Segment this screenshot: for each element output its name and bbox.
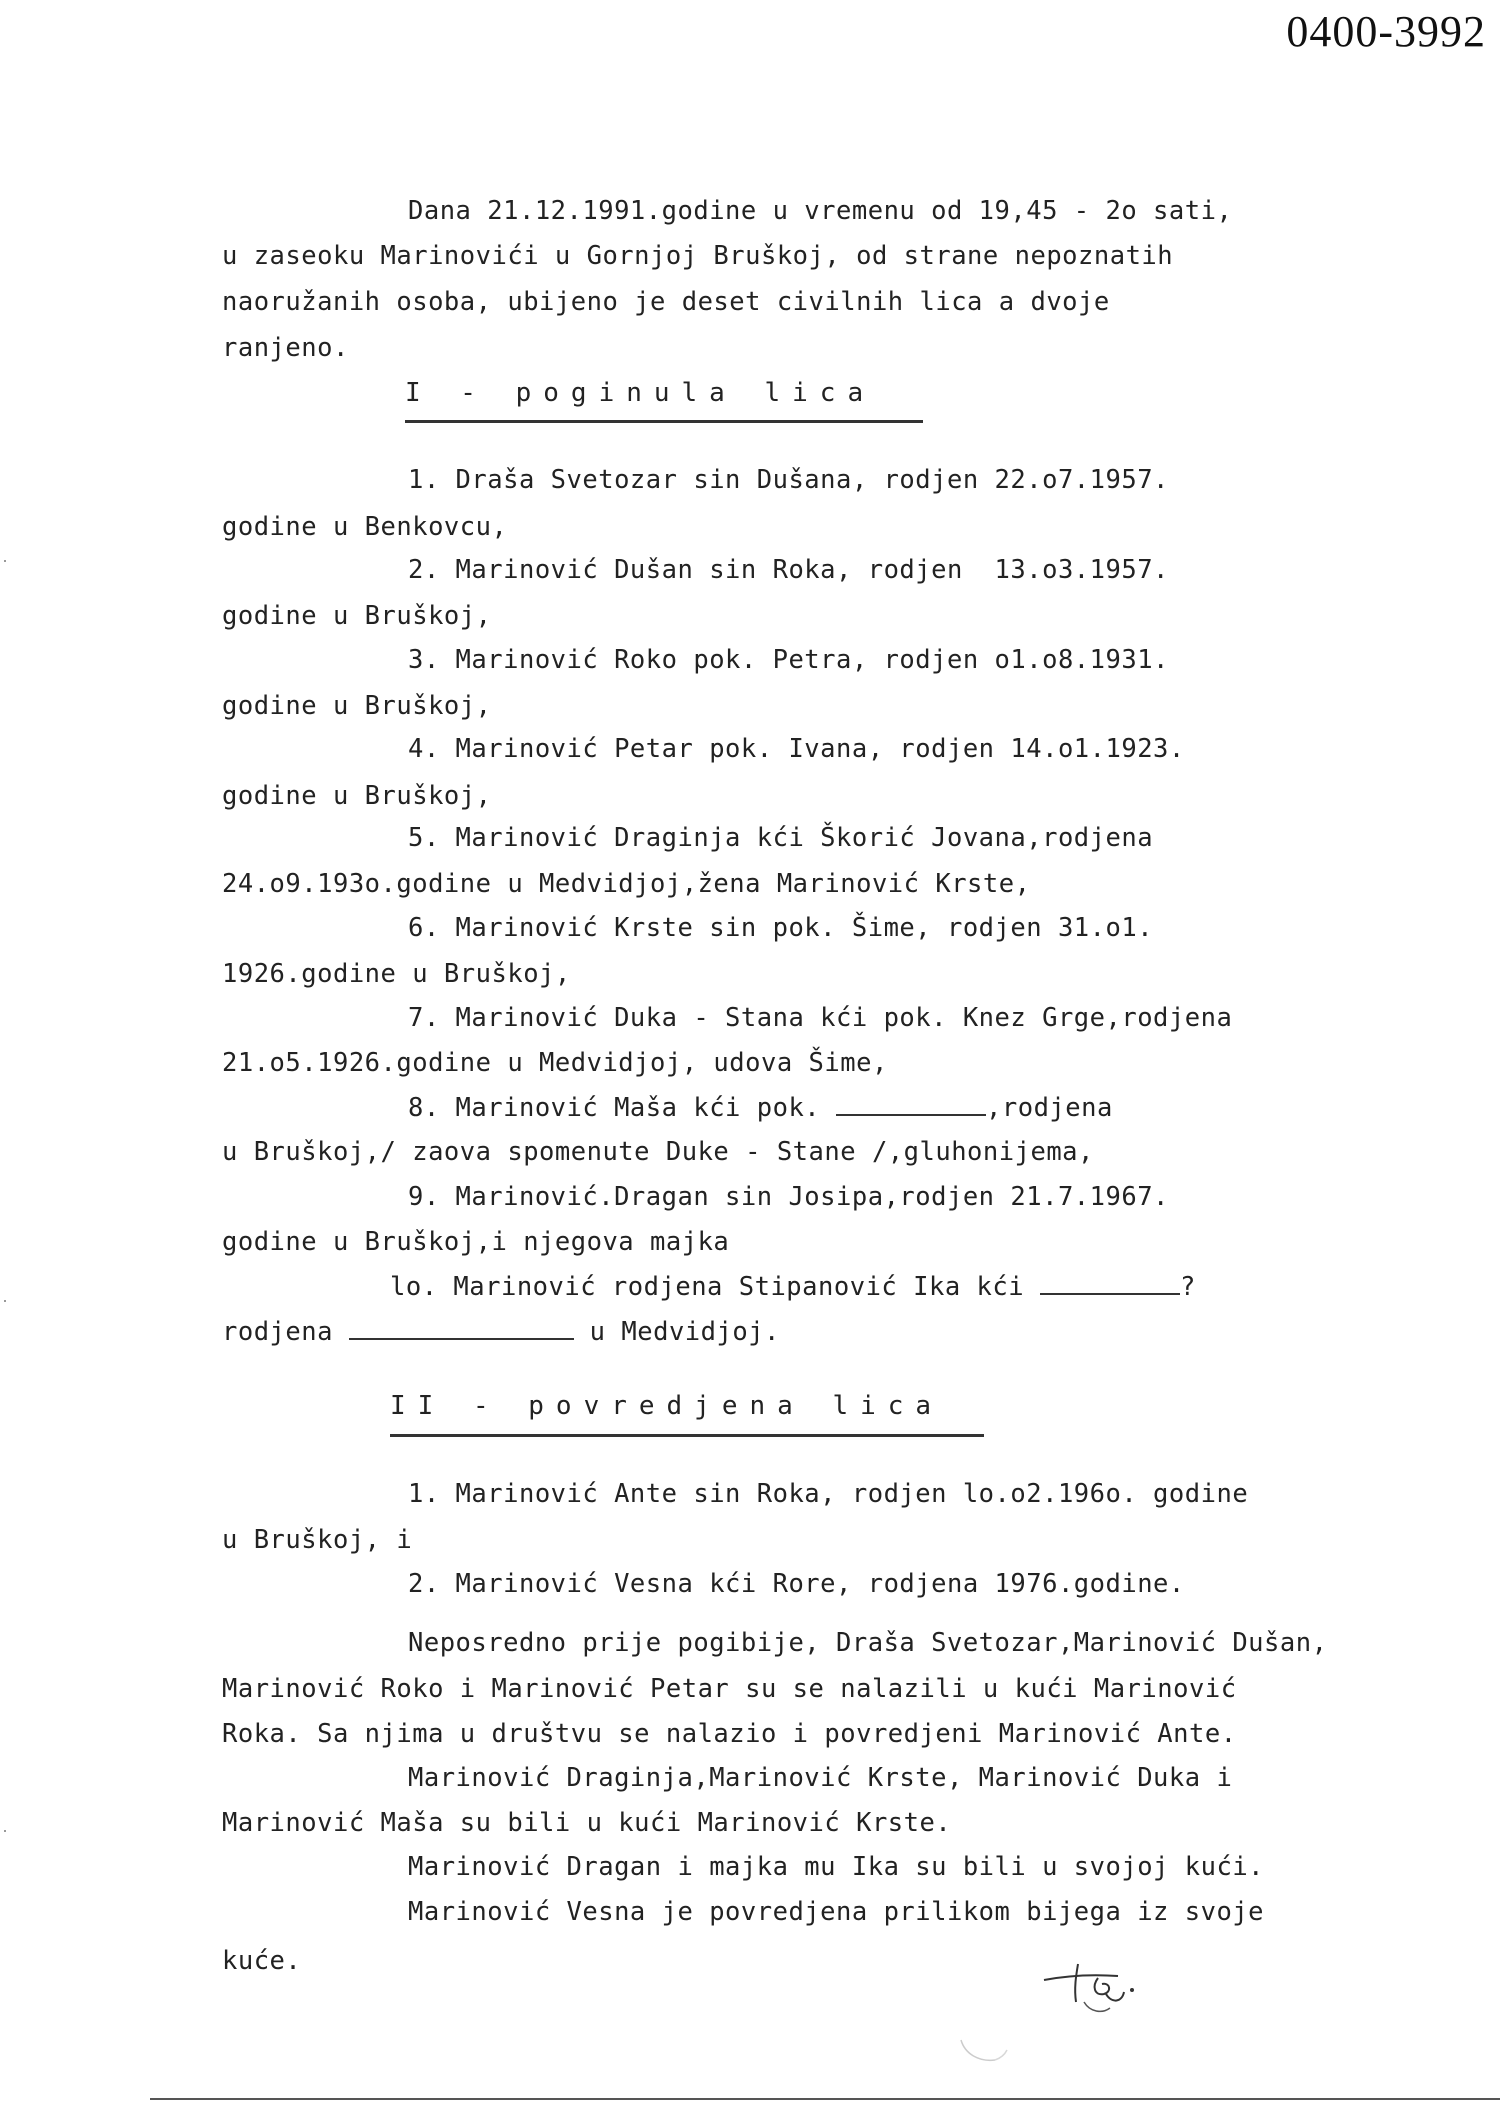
blank-field bbox=[349, 1316, 574, 1340]
scan-speck bbox=[4, 1830, 6, 1832]
intro-line: naoružanih osoba, ubijeno je deset civilnih lica a dvoje bbox=[222, 287, 1110, 317]
list-item-continuation: godine u Benkovcu, bbox=[222, 512, 508, 542]
list-item: 3. Marinović Roko pok. Petra, rodjen o1.o8.1931. bbox=[408, 645, 1169, 675]
intro-line: Dana 21.12.1991.godine u vremenu od 19,45 - 2o sati, bbox=[408, 196, 1233, 226]
list-item: 7. Marinović Duka - Stana kći pok. Knez Grge,rodjena bbox=[408, 1003, 1233, 1033]
list-item: 2. Marinović Dušan sin Roka, rodjen 13.o3.1957. bbox=[408, 555, 1169, 585]
list-item-continuation: godine u Bruškoj, bbox=[222, 601, 492, 631]
list-item-text: u Medvidjoj. bbox=[573, 1317, 780, 1347]
list-item: 2. Marinović Vesna kći Rore, rodjena 1976.godine. bbox=[408, 1569, 1185, 1599]
narrative-line: Marinović Vesna je povredjena prilikom bijega iz svoje bbox=[408, 1897, 1265, 1927]
list-item bbox=[390, 1271, 1196, 1302]
list-item-continuation: 24.o9.193o.godine u Medvidjoj,žena Marinović Krste, bbox=[222, 869, 1031, 899]
list-item: 9. Marinović.Dragan sin Josipa,rodjen 21.7.1967. bbox=[408, 1182, 1169, 1212]
list-item-continuation: u Bruškoj,/ zaova spomenute Duke - Stane /,gluhonijema, bbox=[222, 1137, 1094, 1167]
list-item-text: ,rodjena bbox=[986, 1093, 1113, 1123]
list-item-continuation: godine u Bruškoj,i njegova majka bbox=[222, 1227, 730, 1257]
heading-underline bbox=[390, 1434, 984, 1437]
intro-line: u zaseoku Marinovići u Gornjoj Bruškoj, od strane nepoznatih bbox=[222, 241, 1174, 271]
narrative-line: Neposredno prije pogibije, Draša Svetozar,Marinović Dušan, bbox=[408, 1628, 1328, 1658]
blank-field bbox=[1040, 1271, 1180, 1295]
scan-speck bbox=[4, 1300, 6, 1302]
list-item-text: 8. Marinović Maša kći pok. bbox=[408, 1093, 837, 1123]
scan-speck bbox=[4, 560, 6, 562]
list-item-continuation: u Bruškoj, i bbox=[222, 1525, 413, 1555]
narrative-line: kuće. bbox=[222, 1946, 302, 1976]
faint-stamp-mark bbox=[955, 2030, 1015, 2070]
list-item: 4. Marinović Petar pok. Ivana, rodjen 14.o1.1923. bbox=[408, 734, 1185, 764]
narrative-line: Marinović Roko i Marinović Petar su se nalazili u kući Marinović bbox=[222, 1674, 1237, 1704]
section-heading-killed: I - poginula lica bbox=[405, 378, 876, 408]
list-item: 6. Marinović Krste sin pok. Šime, rodjen 31.o1. bbox=[408, 913, 1154, 943]
list-item-text: rodjena bbox=[222, 1317, 349, 1347]
list-item-continuation: 1926.godine u Bruškoj, bbox=[222, 959, 571, 989]
narrative-line: Marinović Maša su bili u kući Marinović Krste. bbox=[222, 1808, 952, 1838]
list-item: 5. Marinović Draginja kći Škorić Jovana,rodjena bbox=[408, 823, 1154, 853]
list-item-text: lo. Marinović rodjena Stipanović Ika kći bbox=[390, 1272, 1040, 1302]
blank-field bbox=[836, 1092, 986, 1116]
page-bottom-edge bbox=[150, 2098, 1500, 2100]
intro-line: ranjeno. bbox=[222, 333, 349, 363]
list-item-continuation bbox=[222, 1316, 780, 1347]
list-item-continuation: godine u Bruškoj, bbox=[222, 691, 492, 721]
narrative-line: Marinović Draginja,Marinović Krste, Marinović Duka i bbox=[408, 1763, 1233, 1793]
list-item-text: ? bbox=[1179, 1272, 1196, 1302]
list-item-continuation: 21.o5.1926.godine u Medvidjoj, udova Šime, bbox=[222, 1048, 888, 1078]
narrative-line: Roka. Sa njima u društvu se nalazio i povredjeni Marinović Ante. bbox=[222, 1719, 1237, 1749]
heading-underline bbox=[405, 420, 923, 423]
list-item-continuation: godine u Bruškoj, bbox=[222, 781, 492, 811]
section-heading-injured: II - povredjena lica bbox=[390, 1391, 944, 1421]
list-item: 1. Draša Svetozar sin Dušana, rodjen 22.o7.1957. bbox=[408, 465, 1169, 495]
list-item bbox=[408, 1092, 1113, 1123]
narrative-line: Marinović Dragan i majka mu Ika su bili u svojoj kući. bbox=[408, 1852, 1265, 1882]
handwritten-signature bbox=[1040, 1950, 1160, 2020]
document-number: 0400-3992 bbox=[1286, 7, 1486, 56]
list-item: 1. Marinović Ante sin Roka, rodjen lo.o2.196o. godine bbox=[408, 1479, 1249, 1509]
